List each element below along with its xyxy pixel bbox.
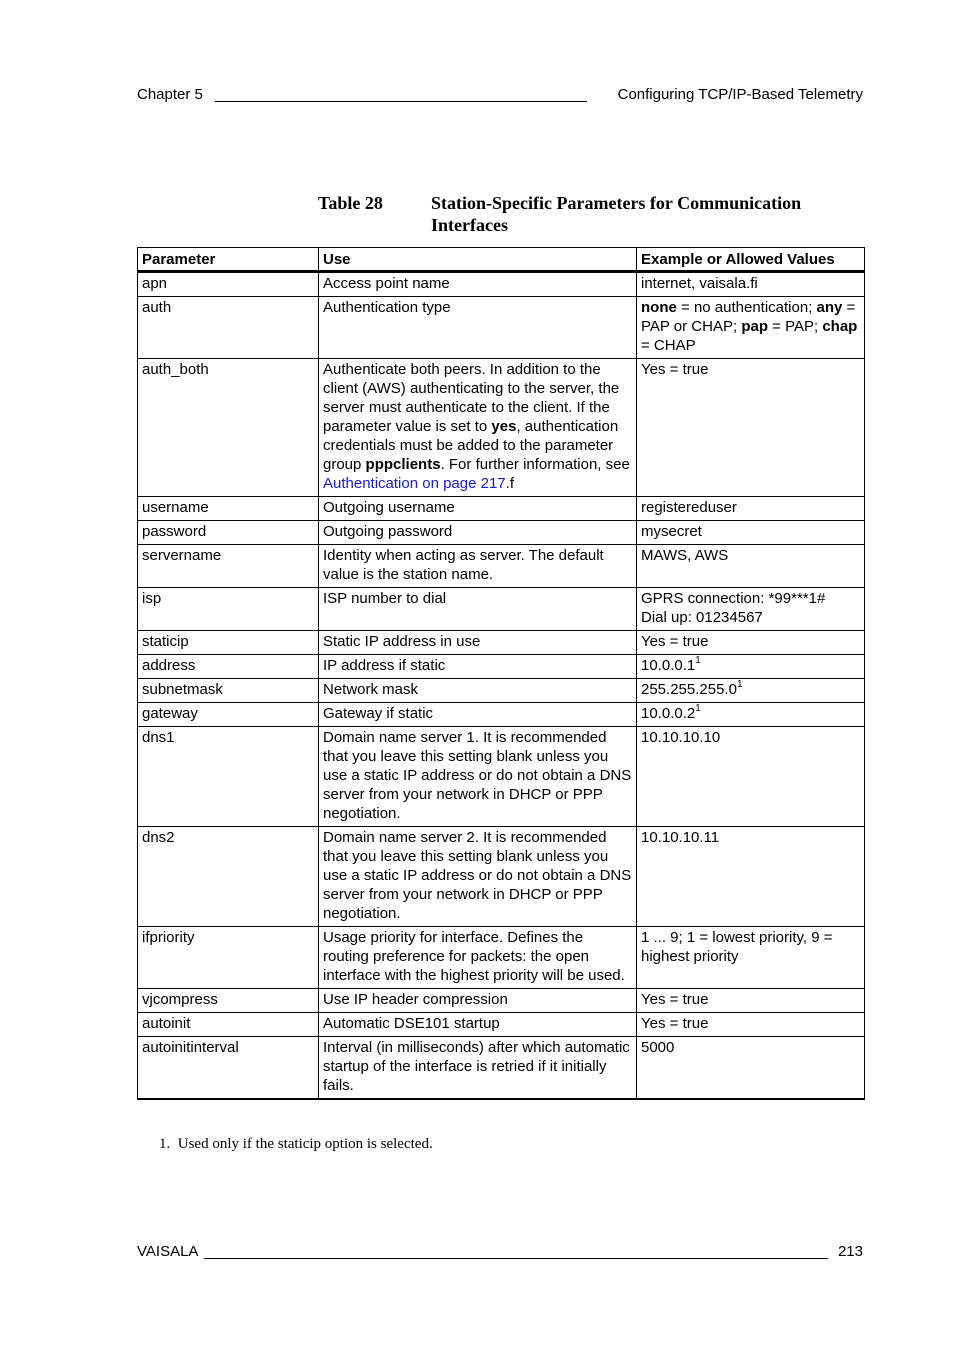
use-keyword: yes [491,418,517,435]
use-text: .f [505,475,514,492]
example-cell [637,297,865,359]
table-row [138,521,865,545]
use-cell: Usage priority for interface. Defines the routing preference for packets: the open interface with the highest priority will be used. [319,927,637,989]
column-header-example: Example or Allowed Values [637,248,865,272]
table-row [138,588,865,631]
table-row [138,545,865,588]
param-cell: servername [138,545,319,588]
param-cell: auth [138,297,319,359]
param-cell: vjcompress [138,989,319,1013]
param-cell: dns1 [138,727,319,827]
table-row [138,497,865,521]
example-cell: Yes = true [637,631,865,655]
use-keyword: pppclients [365,456,441,473]
example-cell: internet, vaisala.fi [637,272,865,297]
page-number: 213 [837,1243,863,1260]
param-cell: address [138,655,319,679]
value-keyword: pap [741,318,768,335]
use-cell: Gateway if static [319,703,637,727]
use-text: . For further information, see [440,456,630,473]
value-text: = PAP; [767,318,823,335]
param-cell: auth_both [138,359,319,497]
use-cell: Outgoing username [319,497,637,521]
example-cell: 5000 [637,1037,865,1100]
example-cell: 1 ... 9; 1 = lowest priority, 9 = highest priority [637,927,865,989]
column-header-use: Use [319,248,637,272]
table-row [138,297,865,359]
example-cell [637,679,865,703]
example-cell: 10.10.10.10 [637,727,865,827]
value-text: = PAP or CHAP; [641,299,856,335]
header-rule [215,101,587,102]
example-value: 10.0.0.1 [641,657,696,674]
table-row [138,655,865,679]
parameters-table [137,247,865,1100]
footnote-number: 1. [159,1136,171,1152]
param-cell: autoinit [138,1013,319,1037]
table-row [138,989,865,1013]
use-cell: IP address if static [319,655,637,679]
footnote-text: Used only if the staticip option is selected. [177,1136,433,1152]
example-cell: 10.10.10.11 [637,827,865,927]
value-text: = CHAP [641,337,696,354]
use-cell [319,359,637,497]
use-cell: Network mask [319,679,637,703]
authentication-link[interactable]: Authentication on page 217 [323,475,506,492]
use-cell: ISP number to dial [319,588,637,631]
use-cell: Domain name server 1. It is recommended that you leave this setting blank unless you use a static IP address or do not obtain a DNS server from your network in DHCP or PPP negotiation. [319,727,637,827]
param-cell: dns2 [138,827,319,927]
table-row [138,1013,865,1037]
use-cell: Automatic DSE101 startup [319,1013,637,1037]
table-row [138,272,865,297]
param-cell: username [138,497,319,521]
footnote-marker: 1 [695,703,701,714]
param-cell: ifpriority [138,927,319,989]
param-cell: gateway [138,703,319,727]
chapter-title: Configuring TCP/IP-Based Telemetry [617,86,863,103]
example-line: GPRS connection: *99***1# [641,590,826,607]
table-title: Station-Specific Parameters for Communication Interfaces [431,193,802,235]
table-header-row [138,248,865,272]
use-cell: Access point name [319,272,637,297]
example-value: 10.0.0.2 [641,705,696,722]
value-keyword: none [641,299,677,316]
param-cell: staticip [138,631,319,655]
param-cell: subnetmask [138,679,319,703]
use-cell: Use IP header compression [319,989,637,1013]
column-header-parameter: Parameter [138,248,319,272]
page-header [137,86,863,106]
footnote-marker: 1 [736,679,743,690]
use-cell: Authentication type [319,297,637,359]
use-cell: Domain name server 2. It is recommended that you leave this setting blank unless you use a static IP address or do not obtain a DNS server from your network in DHCP or PPP negotiation. [319,827,637,927]
page-footer [137,1243,863,1263]
example-value: 255.255.255.0 [641,681,737,698]
table-footnote [159,1136,433,1153]
footer-rule [204,1258,828,1259]
example-cell: MAWS, AWS [637,545,865,588]
value-keyword: any [816,299,843,316]
company-name: VAISALA [137,1243,199,1260]
table-row [138,727,865,827]
example-cell [637,588,865,631]
param-cell: apn [138,272,319,297]
table-row [138,827,865,927]
example-cell: Yes = true [637,359,865,497]
example-cell: Yes = true [637,1013,865,1037]
value-keyword: chap [822,318,858,335]
param-cell: password [138,521,319,545]
table-number: Table 28 [318,193,383,213]
table-row [138,1037,865,1100]
use-cell: Static IP address in use [319,631,637,655]
param-cell: isp [138,588,319,631]
footnote-marker: 1 [695,655,701,666]
table-row [138,927,865,989]
use-text: Authenticate both peers. In addition to the client (AWS) authenticating to the server, the server must authenticate to the client. If the parameter value is set to [323,361,620,435]
use-cell: Identity when acting as server. The default value is the station name. [319,545,637,588]
table-row [138,631,865,655]
example-cell [637,655,865,679]
table-row [138,679,865,703]
use-text: , authentication credentials must be added to the parameter group [323,418,619,473]
table-row [138,703,865,727]
use-cell: Interval (in milliseconds) after which automatic startup of the interface is retried if it initially fails. [319,1037,637,1100]
example-line: Dial up: 01234567 [641,609,763,626]
table-row [138,359,865,497]
chapter-label: Chapter 5 [137,86,203,103]
example-cell: mysecret [637,521,865,545]
value-text: = no authentication; [676,299,817,316]
example-cell: Yes = true [637,989,865,1013]
example-cell [637,703,865,727]
example-cell: registereduser [637,497,865,521]
use-cell: Outgoing password [319,521,637,545]
param-cell: autoinitinterval [138,1037,319,1100]
